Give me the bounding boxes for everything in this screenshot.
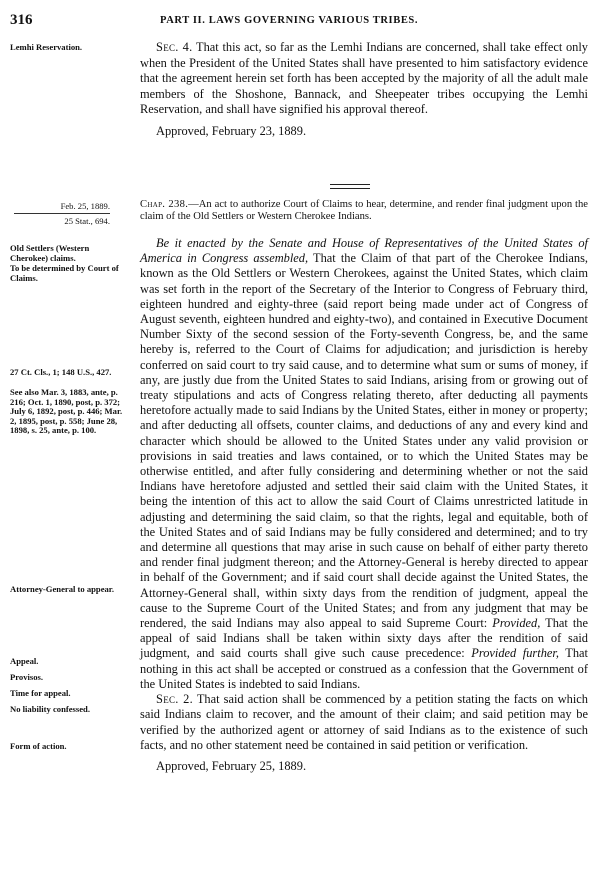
running-title: PART II. LAWS GOVERNING VARIOUS TRIBES.: [160, 15, 419, 26]
chapter-date: Feb. 25, 1889.: [60, 201, 110, 211]
section-2-text: That said action shall be commenced by a petition stating the facts on which said Indians claim to recover, and the amount of their claim; and said petition may be verified by the authorized agent or attorney of said Indians as to the existence of such facts, and no other statement need be contained in said petition or verification.: [140, 692, 588, 752]
section-1-text-c: That nothing in this act shall be accepted or construed as a confession that the Government of the United States is indebted to said Indians.: [140, 646, 588, 691]
margin-note-citation-1: 27 Ct. Cls., 1; 148 U.S., 427.: [10, 367, 112, 377]
margin-note-to-be-determined: To be determined by Court of Claims.: [10, 263, 119, 283]
section-4-text: That this act, so far as the Lemhi Indians are concerned, shall take effect only when the President of the United States shall have presented to him satisfactory evidence that the agreement herein set forth has been accepted by the majority of all the adult male members of the Shoshone, Bannack, and Sheepeater tribes occupying the Lemhi Reservation, and shall have signified his approval thereof.: [140, 40, 589, 116]
margin-note-lemhi: Lemhi Reservation.: [10, 42, 83, 52]
margin-note-old-settlers: Old Settlers (Western Cherokee) claims.: [10, 243, 90, 263]
section-1-text-a: That the Claim of that part of the Cherokee Indians, known as the Old Settlers or Western Cherokees, against the United States, which claim was set forth in the report of the Secretary of the Interior to Congress of February third, eighteen hundred and eighty-three (said report being made under act of Congress of August seventh, eighteen hundred and eighty-two), and contained in Executive Document Number Sixty of the second session of the Forty-seventh Congress, be, and the same hereby is, referred to the Court of Claims for adjudication; and jurisdiction is hereby conferred on said court to try said cause, and to determine what sum or sums of money, if any, are justly due from the United States to said Indians, arising from or growing out of treaty stipulations and acts of Congress relating thereto, after deducting all payments heretofore actually made to said Indians by the United States, either in money or property; and after deducting all offsets, counter claims, and deductions of any and every kind and character which should be allowed to the United States under any valid provision or provisions in said treaties and laws contained, or to which the United States may be otherwise entitled, and after fully considering and determining whether or not the said Indians have heretofore adjusted and settled their said claim with the United States, it being the intention of this act to allow the said Court of Claims unrestricted latitude in adjusting and determining the said claim, so that the rights, legal and equitable, both of the United States and of said Indians may be fully considered and determined; and to try and determine all questions that may arise in such cause on behalf of either party thereto and render final judgment thereon; and the Attorney-General is hereby directed to appear in behalf of the Government; and if said court shall decide against the United States, the Attorney-General shall, within sixty days from the rendition of judgment, appeal the cause to the Supreme Court of the United States; and from any judgment that may be rendered, the said Indians may also appeal to said Supreme Court:: [140, 251, 589, 631]
page-header: [10, 12, 590, 32]
section-1: [140, 236, 588, 774]
margin-note-form-of-action: Form of action.: [10, 741, 67, 751]
section-divider: [330, 184, 370, 189]
chapter-label: Chap. 238.: [140, 199, 189, 210]
chapter-date-box: [14, 201, 110, 226]
section-2-label: Sec. 2.: [156, 692, 193, 707]
chapter-statute: 25 Stat., 694.: [64, 216, 110, 226]
proviso-1: Provided,: [492, 616, 541, 631]
section-2: [140, 692, 588, 753]
enacting-clause: Be it enacted by the Senate and House of Representatives of the United States of America in Congress assembled,: [140, 236, 588, 266]
chapter-title: —An act to authorize Court of Claims to hear, determine, and render final judgment upon the claim of the Old Settlers or Western Cherokee Indians.: [140, 199, 588, 223]
chapter-heading: [140, 199, 588, 224]
margin-note-no-liability: No liability confessed.: [10, 704, 90, 714]
margin-note-attorney-general: Attorney-General to appear.: [10, 584, 114, 594]
margin-note-time-for-appeal: Time for appeal.: [10, 688, 71, 698]
date-rule: [14, 213, 110, 214]
margin-note-citation-2: See also Mar. 3, 1883, ante, p. 216; Oct. 1, 1890, post, p. 372; July 6, 1892, post, p. 446; Mar. 2, 1895, post, p. 558; June 28, 1898, s. 25, ante, p. 100.: [10, 387, 123, 436]
margin-note-provisos: Provisos.: [10, 672, 44, 682]
margin-note-appeal: Appeal.: [10, 656, 39, 666]
section-1-text-b: That the appeal of said Indians shall be taken within sixty days after the rendition of said judgment, and said courts shall give such cause precedence:: [140, 616, 588, 661]
section-2-approved: Approved, February 25, 1889.: [156, 758, 307, 773]
section-4-approved: Approved, February 23, 1889.: [156, 123, 307, 138]
section-4-label: Sec. 4.: [156, 40, 193, 54]
page-number: 316: [10, 12, 33, 28]
section-4: [140, 40, 588, 139]
proviso-2: Provided further,: [471, 646, 559, 661]
